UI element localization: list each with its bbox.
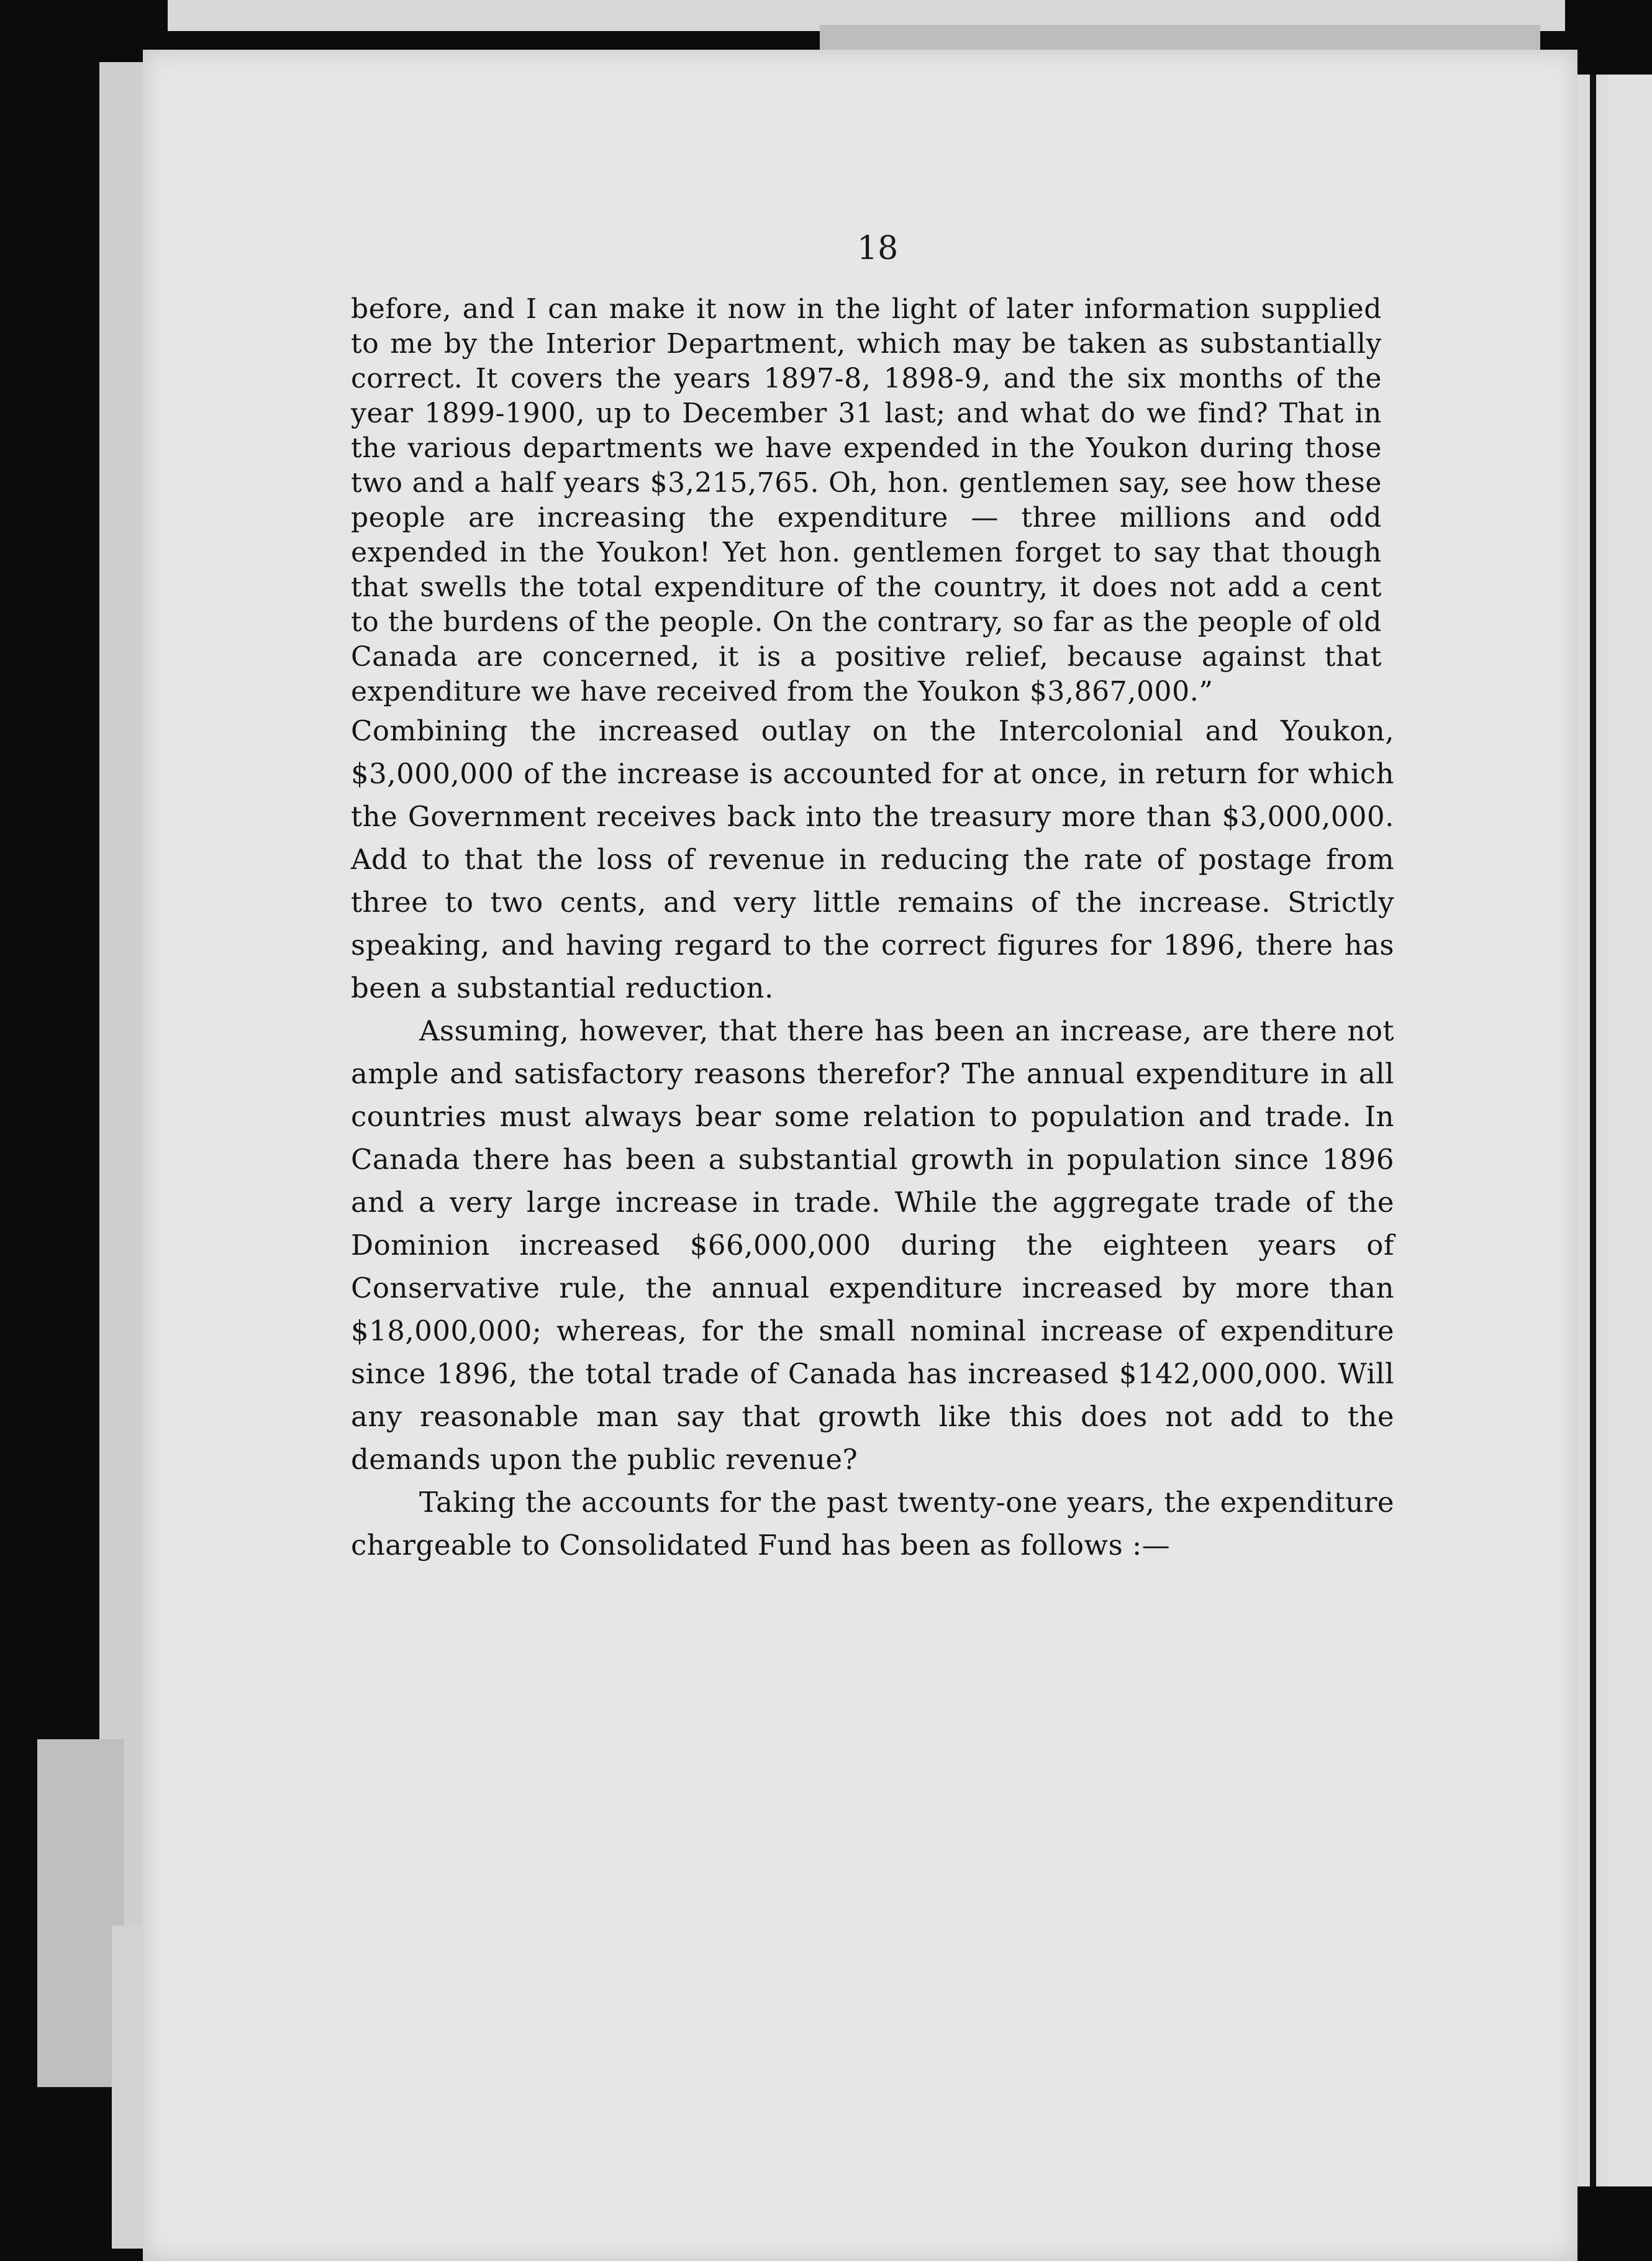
paragraph-1: Combining the increased outlay on the Intercolonial and Youkon, $3,000,000 of the increase is accounted for at once, in return for which the Government receives back into the treasury more than $3,000,000. Add to that the loss of revenue in reducing the rate of postage from three to two cents, and very little remains of the increase. Strictly speaking, and having regard to the correct figures for 1896, there has been a substantial reduction. [351,714,1394,1004]
binding-line [1590,75,1596,2186]
right-page-edge [1609,75,1652,2186]
page-number: 18 [857,230,899,267]
body-text [351,292,1394,1567]
left-page-edge-2 [37,1739,124,2087]
underlying-page-strip-2 [820,25,1540,50]
quoted-passage: before, and I can make it now in the light of later information supplied to me by the Interior Department, which may be taken as substantially correct. It covers the years 1897-8, 1898-9, and the six months of the year 1899-1900, up to December 31 last; and what do we find? That in the various departments we have expended in the Youkon during those two and a half years $3,215,765. Oh, hon. gentlemen say, see how these people are increasing the expenditure — three millions and odd expended in the Youkon! Yet hon. gentlemen forget to say that though that swells the total expenditure of the country, it does not add a cent to the burdens of the people. On the contrary, so far as the people of old Canada are concerned, it is a positive relief, because against that expenditure we have received from the Youkon $3,867,000.” [351,293,1382,707]
paragraph-2: Assuming, however, that there has been an increase, are there not ample and satisfactory reasons therefor? The annual expenditure in all countries must always bear some relation to population and trade. In Canada there has been a substantial growth in population since 1896 and a very large increase in trade. While the aggregate trade of the Dominion increased $66,000,000 during the eighteen years of Conservative rule, the annual expenditure increased by more than $18,000,000; whereas, for the small nominal increase of expenditure since 1896, the total trade of Canada has increased $142,000,000. Will any reasonable man say that growth like this does not add to the demands upon the public revenue? [351,1014,1394,1476]
paragraph-3: Taking the accounts for the past twenty-one years, the expenditure chargeable to Consolidated Fund has been as follows :— [351,1486,1394,1562]
